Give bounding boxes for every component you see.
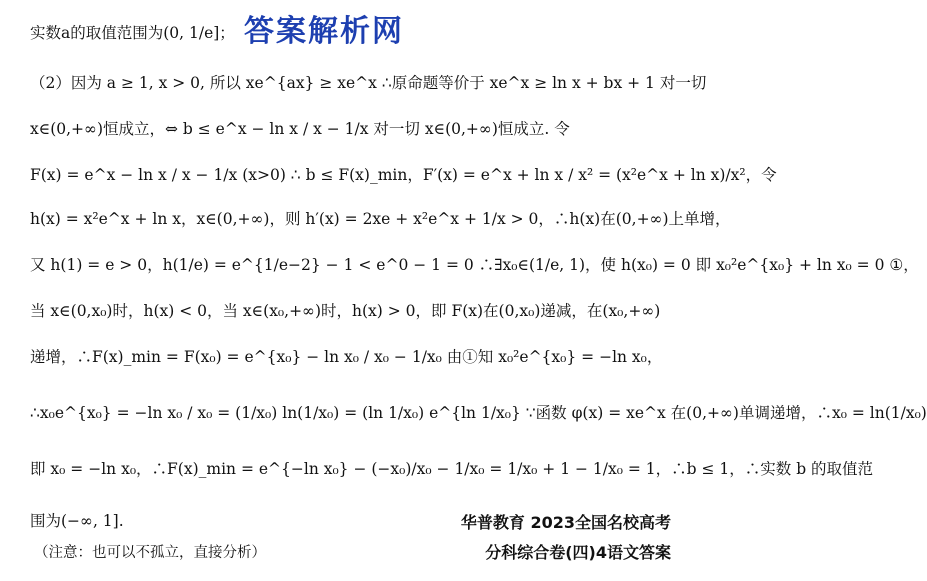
text-line-3: x∈(0,+∞)恒成立，⇔ b ≤ e^x − ln x / x − 1/x 对一切 x∈(0,+∞)恒成立. 令 (30, 120, 570, 138)
corner-caption-line2: 分科综合卷(四)4语文答案 (485, 543, 671, 562)
watermark-logo: 答案解析网 (244, 14, 404, 49)
text-line-11: 围为(−∞, 1]. (30, 512, 124, 530)
note-text: （注意：也可以不孤立，直接分析） (34, 545, 266, 561)
text-line-5: h(x) = x²e^x + ln x，x∈(0,+∞)，则 h′(x) = 2xe + x²e^x + 1/x > 0，∴h(x)在(0,+∞)上单增， (30, 210, 731, 228)
text-line-6: 又 h(1) = e > 0，h(1/e) = e^{1/e−2} − 1 < e^0 − 1 = 0 ∴∃x₀∈(1/e, 1)，使 h(x₀) = 0 即 x₀²e^{x₀} + ln x₀ = 0 ①， (30, 256, 919, 274)
text-line-2: （2）因为 a ≥ 1, x > 0, 所以 xe^{ax} ≥ xe^x ∴原命题等价于 xe^x ≥ ln x + bx + 1 对一切 (30, 74, 707, 92)
text-line-8: 递增，∴F(x)_min = F(x₀) = e^{x₀} − ln x₀ / x₀ − 1/x₀ 由①知 x₀²e^{x₀} = −ln x₀， (30, 348, 663, 366)
text-line-4: F(x) = e^x − ln x / x − 1/x (x>0) ∴ b ≤ F(x)_min，F′(x) = e^x + ln x / x² = (x²e^x + ln x)/x²，令 (30, 166, 777, 184)
text-line-7: 当 x∈(0,x₀)时，h(x) < 0，当 x∈(x₀,+∞)时，h(x) > 0，即 F(x)在(0,x₀)递减，在(x₀,+∞) (30, 302, 661, 320)
corner-caption-line1: 华普教育 2023全国名校高考 (460, 513, 671, 532)
text-line-10: 即 x₀ = −ln x₀，∴F(x)_min = e^{−ln x₀} − (−x₀)/x₀ − 1/x₀ = 1/x₀ + 1 − 1/x₀ = 1，∴b ≤ 1，∴实数 b 的取值范 (30, 460, 874, 478)
text-line-1: 实数a的取值范围为(0, 1/e]； (30, 24, 235, 42)
text-line-9: ∴x₀e^{x₀} = −ln x₀ / x₀ = (1/x₀) ln(1/x₀) = (ln 1/x₀) e^{ln 1/x₀} ∵函数 φ(x) = xe^x 在(0,+∞)单调递增，∴x₀ = ln(1/x₀) (30, 404, 927, 422)
